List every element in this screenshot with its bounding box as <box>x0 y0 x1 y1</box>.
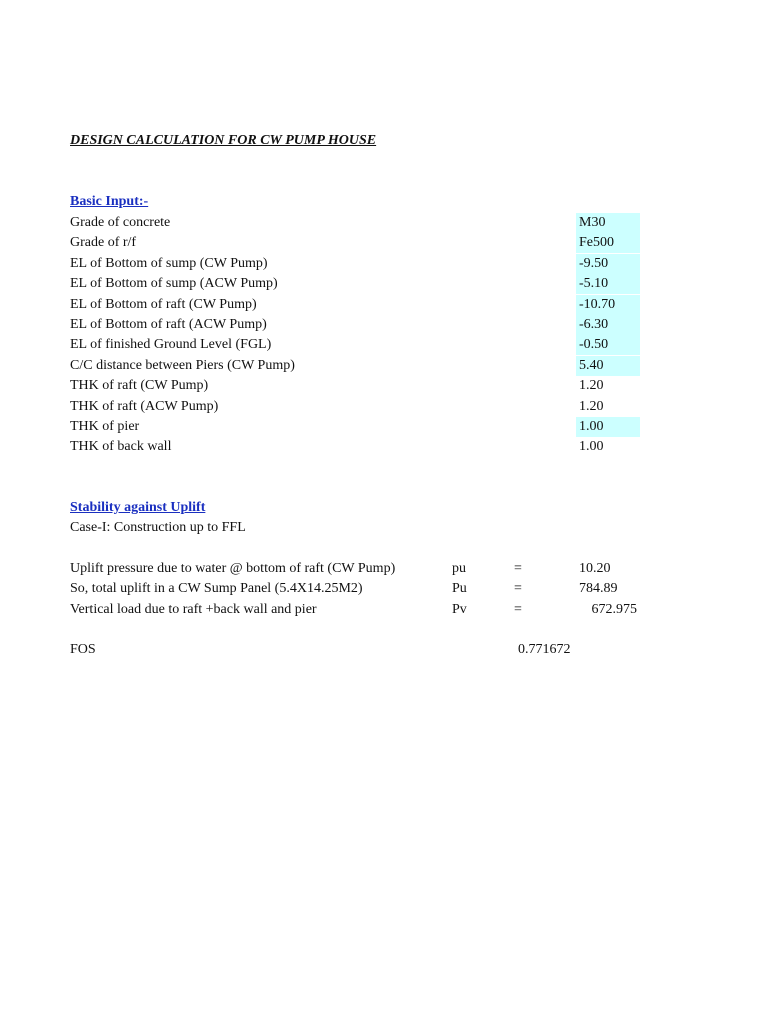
input-row-pier-distance <box>0 356 768 376</box>
input-row-fgl <box>0 335 768 355</box>
case-label: Case-I: Construction up to FFL <box>70 520 246 535</box>
input-value: 1.20 <box>579 378 604 393</box>
input-value[interactable]: -9.50 <box>576 254 640 274</box>
calc-row-total-uplift <box>0 579 768 599</box>
input-label: EL of Bottom of sump (ACW Pump) <box>70 276 278 291</box>
calc-label: Vertical load due to raft +back wall and pier <box>70 602 317 617</box>
input-value[interactable]: -6.30 <box>576 315 640 335</box>
input-label: C/C distance between Piers (CW Pump) <box>70 358 295 373</box>
fos-label: FOS <box>70 642 96 657</box>
input-row-raft-thk-acw <box>0 397 768 417</box>
input-value[interactable]: 1.00 <box>576 417 640 437</box>
calc-symbol: pu <box>452 561 466 576</box>
equals-sign: = <box>514 581 522 596</box>
input-row-raft-acw <box>0 315 768 335</box>
input-row-raft-cw <box>0 295 768 315</box>
input-row-sump-cw <box>0 254 768 274</box>
input-value[interactable]: -10.70 <box>576 295 640 315</box>
input-label: THK of back wall <box>70 439 172 454</box>
calc-label: So, total uplift in a CW Sump Panel (5.4X14.25M2) <box>70 581 363 596</box>
calc-row-vertical-load <box>0 600 768 620</box>
input-label: THK of pier <box>70 419 140 434</box>
basic-input-heading: Basic Input:- <box>70 194 149 209</box>
equals-sign: = <box>514 561 522 576</box>
input-row-back-wall-thk <box>0 437 768 457</box>
calc-value: 10.20 <box>579 561 611 576</box>
input-value[interactable]: -5.10 <box>576 274 640 294</box>
input-label: THK of raft (ACW Pump) <box>70 399 219 414</box>
input-label: THK of raft (CW Pump) <box>70 378 209 393</box>
input-row-raft-thk-cw <box>0 376 768 396</box>
input-label: EL of Bottom of raft (CW Pump) <box>70 297 257 312</box>
page-title: DESIGN CALCULATION FOR CW PUMP HOUSE <box>70 133 377 148</box>
input-value: 1.00 <box>579 439 604 454</box>
input-label: EL of finished Ground Level (FGL) <box>70 337 272 352</box>
input-value: 1.20 <box>579 399 604 414</box>
input-label: EL of Bottom of raft (ACW Pump) <box>70 317 267 332</box>
input-value[interactable]: Fe500 <box>576 233 640 253</box>
equals-sign: = <box>514 602 522 617</box>
calc-value: 784.89 <box>579 581 618 596</box>
input-value[interactable]: M30 <box>576 213 640 233</box>
input-row-sump-acw <box>0 274 768 294</box>
input-label: Grade of r/f <box>70 235 137 250</box>
input-label: EL of Bottom of sump (CW Pump) <box>70 256 268 271</box>
input-value[interactable]: -0.50 <box>576 335 640 355</box>
input-label: Grade of concrete <box>70 215 171 230</box>
calc-label: Uplift pressure due to water @ bottom of raft (CW Pump) <box>70 561 396 576</box>
input-row-rf-grade <box>0 233 768 253</box>
input-value[interactable]: 5.40 <box>576 356 640 376</box>
input-row-pier-thk <box>0 417 768 437</box>
fos-value: 0.771672 <box>518 642 571 657</box>
calc-symbol: Pv <box>452 602 467 617</box>
stability-heading: Stability against Uplift <box>70 500 206 515</box>
calc-row-uplift-pressure <box>0 559 768 579</box>
calc-symbol: Pu <box>452 581 467 596</box>
calc-value: 672.975 <box>591 602 637 617</box>
input-row-concrete-grade <box>0 213 768 233</box>
